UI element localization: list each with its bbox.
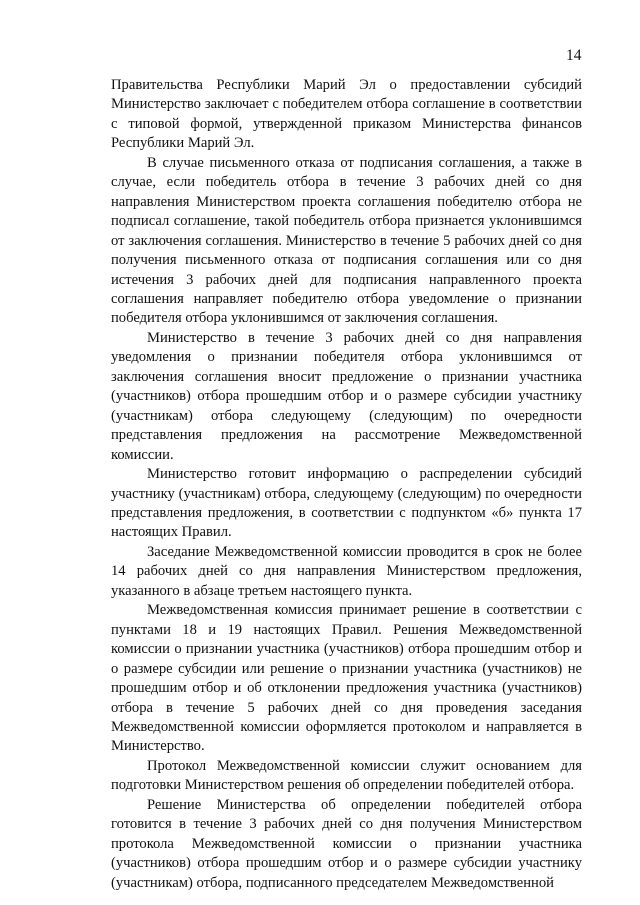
body-paragraph: Решение Министерства об определении победителей отбора готовится в течение 3 рабочих дней со дня получения Министерством протокола Межведомственной комиссии о признании участника (участников) отбора прошедшим отбор и о размере субсидии участнику (участникам) отбора, подписанного председателем Межведомственной — [111, 796, 582, 891]
body-paragraph: Правительства Республики Марий Эл о предоставлении субсидий Министерство заключает с победителем отбора соглашение в соответствии с типовой формой, утвержденной приказом Министерства финансов Республики Марий Эл. — [111, 77, 582, 152]
body-paragraph: Межведомственная комиссия принимает решение в соответствии с пунктами 18 и 19 настоящих Правил. Решения Межведомственной комиссии о признании участника (участников) отбора прошедшим отбор и о размере субсидии или решение о признании участника (участников) не прошедшим отбор и об отклонении предложения участника (участников) отбора в течение 5 рабочих дней со дня проведения заседания Межведомственной комиссии оформляется протоколом и направляется в Министерство. — [111, 602, 582, 755]
body-paragraph: Протокол Межведомственной комиссии служит основанием для подготовки Министерством решения об определении победителей отбора. — [111, 757, 582, 794]
body-paragraph: В случае письменного отказа от подписания соглашения, а также в случае, если победитель отбора в течение 3 рабочих дней со дня направления Министерством проекта соглашения победителю отбора не подписал соглашение, такой победитель отбора признается уклонившимся от заключения соглашения. Министерство в течение 5 рабочих дней со дня получения письменного отказа от подписания соглашения или со дня истечения 3 рабочих дней для подписания направленного проекта соглашения направляет победителю отбора уведомление о признании победителя отбора уклонившимся от заключения соглашения. — [111, 154, 582, 327]
body-paragraph: Министерство готовит информацию о распределении субсидий участнику (участникам) отбора, следующему (следующим) по очередности представления предложения, в соответствии с подпунктом «б» пункта 17 настоящих Правил. — [111, 466, 582, 541]
body-paragraph: Заседание Межведомственной комиссии проводится в срок не более 14 рабочих дней со дня направления Министерством предложения, указанного в абзаце третьем настоящего пункта. — [111, 543, 582, 599]
body-paragraph: Министерство в течение 3 рабочих дней со дня направления уведомления о признании победителя отбора уклонившимся от заключения соглашения вносит предложение о признании участника (участников) отбора прошедшим отбор и о размере субсидии участнику (участникам) отбора следующему (следующим) по очередности представления предложения на рассмотрение Межведомственной комиссии. — [111, 329, 582, 463]
document-body — [111, 76, 582, 893]
page-number: 14 — [566, 47, 582, 64]
